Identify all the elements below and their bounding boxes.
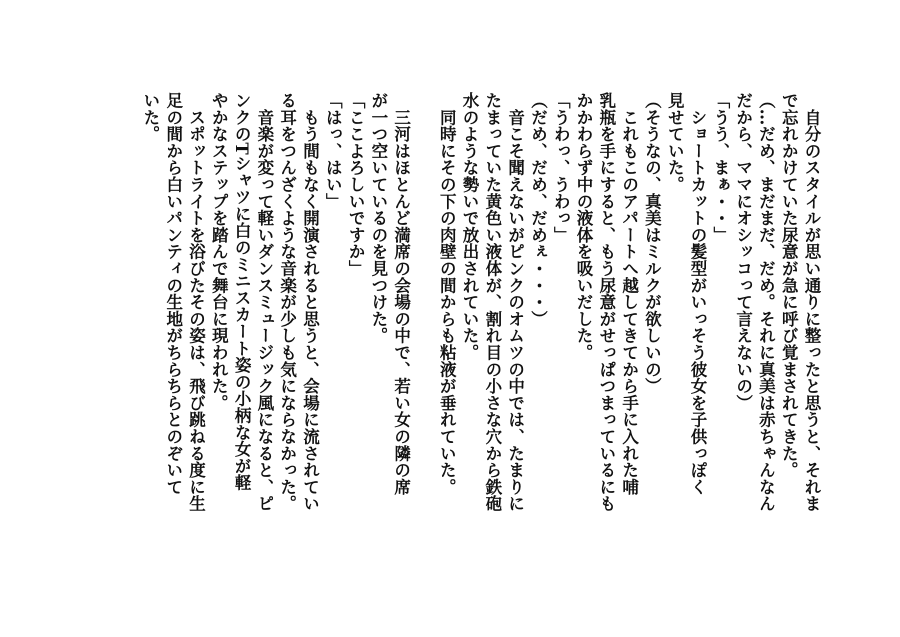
text-line: いた。	[140, 92, 160, 143]
vertical-text-body	[138, 92, 822, 612]
text-line: ショートカットの髪型がいっそう彼女を子供っぽく	[688, 92, 708, 496]
text-line: 音楽が変って軽いダンスミュージック風になると、ピ	[254, 92, 274, 512]
text-line: もう間もなく開演されると思うと、会場に流されてい	[300, 92, 320, 512]
text-line: 「うわっ、うわっ」	[551, 92, 571, 244]
text-line: ンクのTシャツに白のミニスカート姿の小柄な女が軽	[232, 92, 252, 491]
text-line: かかわらず中の液体を吸いだした。	[574, 92, 594, 361]
text-line: 見せていた。	[665, 92, 685, 193]
text-line: 音こそ聞えないがピンクのオムツの中では、たまりに	[505, 92, 525, 512]
text-line: やかなステップを踏んで舞台に現われた。	[209, 92, 229, 412]
text-line: 自分のスタイルが思い通りに整ったと思うと、それま	[802, 92, 821, 512]
text-line: たまっていた黄色い液体が、割れ目の小さな穴から鉄砲	[482, 92, 502, 512]
paragraph-break	[412, 92, 435, 612]
text-line: だから、ママにオシッコって言えないの）	[733, 92, 753, 412]
text-line: 三河はほとんど満席の会場の中で、若い女の隣の席	[391, 92, 411, 496]
text-line: （だめ、だめ、だめぇ・・・）	[528, 92, 548, 328]
text-line: 足の間から白いパンティの生地がちらちらとのぞいて	[163, 92, 183, 496]
text-line: （そうなの、真美はミルクが欲しいの）	[642, 92, 662, 395]
text-line: で忘れかけていた尿意が急に呼び覚まされてきた。	[779, 92, 799, 479]
text-line: る耳をつんざくような音楽が少しも気にならなかった。	[277, 92, 297, 512]
text-line: （…だめ、まだまだ、だめ。それに真美は赤ちゃんなん	[756, 92, 776, 512]
text-line: 乳瓶を手にすると、もう尿意がせっぱつまっているにも	[596, 92, 616, 512]
text-line: 「うう、まぁ・・」	[710, 92, 730, 244]
text-line: 同時にその下の肉壁の間からも粘液が垂れていた。	[437, 92, 457, 496]
text-line: これもこのアパートへ越してきてから手に入れた哺	[619, 92, 639, 496]
text-line: が一つ空いているのを見つけた。	[368, 92, 388, 344]
text-line: 「はっ、はい」	[323, 92, 343, 210]
text-line: 「ここよろしいですか」	[346, 92, 366, 277]
text-line: 水のような勢いで放出されていた。	[460, 92, 480, 361]
text-line: スポットライトを浴びたその姿は、飛び跳ねる度に生	[186, 92, 206, 512]
